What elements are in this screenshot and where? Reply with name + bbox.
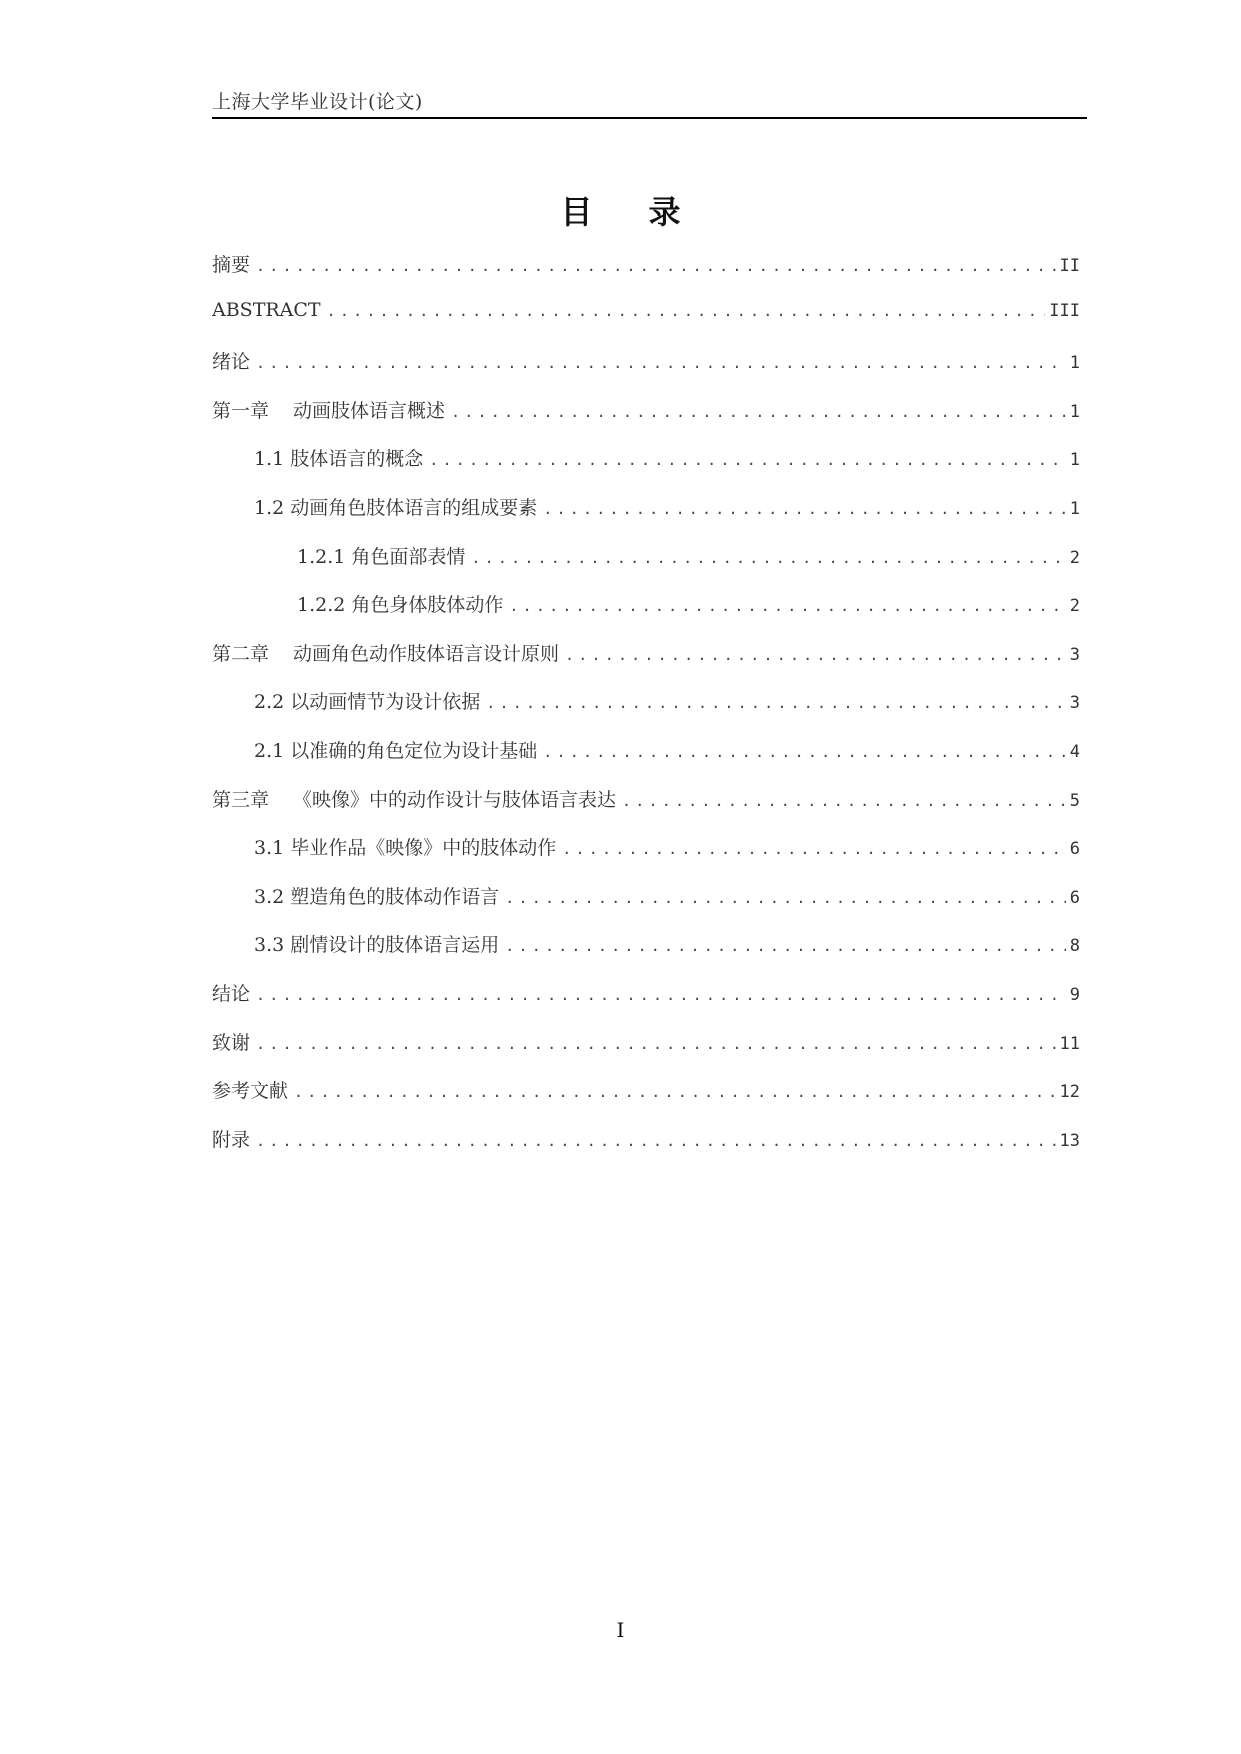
toc-entry-text: 1.2 动画角色肢体语言的组成要素 bbox=[254, 496, 538, 519]
toc-entry-page: 1 bbox=[1069, 401, 1080, 422]
toc-entry[interactable] bbox=[212, 444, 1080, 493]
toc-dot-leader bbox=[294, 1083, 1056, 1101]
toc-entry-label bbox=[212, 1125, 256, 1152]
toc-entry-label bbox=[212, 1028, 256, 1055]
toc-entry-text: 参考文献 bbox=[212, 1080, 289, 1103]
toc-chapter-number: 第一章 bbox=[212, 399, 270, 422]
toc-dot-leader bbox=[429, 451, 1065, 469]
toc-entry-page: 2 bbox=[1069, 547, 1080, 568]
toc-entry[interactable] bbox=[212, 542, 1080, 591]
toc-dot-leader bbox=[543, 743, 1065, 761]
toc-entry-label bbox=[297, 590, 509, 617]
toc-entry-text: 动画角色动作肢体语言设计原则 bbox=[293, 642, 560, 665]
toc-dot-leader bbox=[562, 840, 1065, 858]
toc-entry-page: 13 bbox=[1059, 1130, 1080, 1151]
toc-dot-leader bbox=[471, 549, 1065, 567]
toc-entry[interactable] bbox=[212, 1076, 1080, 1125]
toc-entry[interactable] bbox=[212, 396, 1080, 445]
toc-dot-leader bbox=[327, 302, 1046, 320]
running-header bbox=[212, 85, 1087, 119]
toc-entry[interactable] bbox=[212, 736, 1080, 785]
toc-entry-label bbox=[212, 250, 256, 277]
toc-entry-page: 3 bbox=[1069, 693, 1080, 714]
toc-entry-label bbox=[254, 930, 505, 957]
toc-entry[interactable] bbox=[212, 590, 1080, 639]
toc-entry[interactable] bbox=[212, 1028, 1080, 1077]
toc-entry-page: III bbox=[1049, 300, 1080, 321]
toc-entry-label bbox=[254, 444, 429, 471]
toc-dot-leader bbox=[543, 500, 1065, 518]
toc-dot-leader bbox=[256, 257, 1056, 275]
toc-dot-leader bbox=[509, 597, 1065, 615]
toc-entry[interactable] bbox=[212, 1125, 1080, 1174]
toc-entry-text: 3.2 塑造角色的肢体动作语言 bbox=[254, 885, 500, 908]
toc-dot-leader bbox=[505, 937, 1065, 955]
toc-dot-leader bbox=[565, 646, 1066, 664]
toc-entry-text: 附录 bbox=[212, 1128, 251, 1151]
toc-entry[interactable] bbox=[212, 347, 1080, 396]
toc-entry-label bbox=[254, 736, 543, 763]
toc-entry-page: 4 bbox=[1069, 741, 1080, 762]
toc-entry[interactable] bbox=[212, 250, 1080, 299]
toc-entry[interactable] bbox=[212, 493, 1080, 542]
toc-entry-text: 3.3 剧情设计的肢体语言运用 bbox=[254, 934, 500, 957]
toc-entry-text: 摘要 bbox=[212, 254, 251, 276]
toc-entry[interactable] bbox=[212, 299, 1080, 348]
toc-entry-label bbox=[212, 785, 622, 812]
toc-entry-page: 1 bbox=[1069, 498, 1080, 519]
toc-entry-label bbox=[254, 833, 562, 860]
toc-entry-text: 2.2 以动画情节为设计依据 bbox=[254, 691, 481, 714]
toc-title: 目录 bbox=[560, 193, 737, 231]
toc-entry-page: 8 bbox=[1069, 936, 1080, 957]
toc-entry-page: II bbox=[1059, 256, 1080, 276]
toc-entry-label bbox=[297, 542, 471, 569]
toc-entry-page: 9 bbox=[1069, 984, 1080, 1005]
toc-entry-page: 1 bbox=[1069, 450, 1080, 471]
toc-entry-label bbox=[212, 639, 565, 666]
toc-dot-leader bbox=[256, 1132, 1056, 1150]
toc-entry-label bbox=[212, 1076, 294, 1103]
toc-entry[interactable] bbox=[212, 833, 1080, 882]
toc-entry-text: 2.1 以准确的角色定位为设计基础 bbox=[254, 739, 538, 762]
toc-dot-leader bbox=[486, 694, 1065, 712]
toc-entry-text: 1.1 肢体语言的概念 bbox=[254, 448, 424, 471]
toc-entry-page: 2 bbox=[1069, 596, 1080, 617]
toc-entry-text: ABSTRACT bbox=[212, 298, 321, 321]
toc-entry-label bbox=[212, 299, 327, 321]
toc-entry-text: 结论 bbox=[212, 982, 251, 1005]
toc-entry-label bbox=[254, 493, 543, 520]
toc-entry-page: 11 bbox=[1059, 1033, 1080, 1054]
toc-entry[interactable] bbox=[212, 979, 1080, 1028]
toc-entry-text: 《映像》中的动作设计与肢体语言表达 bbox=[293, 788, 617, 811]
toc-entry-label bbox=[212, 396, 451, 423]
toc-entry-page: 6 bbox=[1069, 887, 1080, 908]
toc-chapter-number: 第二章 bbox=[212, 642, 270, 665]
toc-dot-leader bbox=[256, 354, 1066, 372]
toc-dot-leader bbox=[505, 889, 1065, 907]
toc-entry-text: 绪论 bbox=[212, 351, 251, 374]
toc-entry-page: 12 bbox=[1059, 1082, 1080, 1103]
running-header-text: 上海大学毕业设计(论文) bbox=[212, 91, 423, 113]
toc-dot-leader bbox=[256, 1035, 1056, 1053]
toc-entry[interactable] bbox=[212, 639, 1080, 688]
toc-entry-text: 1.2.2 角色身体肢体动作 bbox=[297, 594, 504, 617]
toc-entry-label bbox=[212, 979, 256, 1006]
toc-entry[interactable] bbox=[212, 785, 1080, 834]
toc-entry[interactable] bbox=[212, 687, 1080, 736]
toc-entry[interactable] bbox=[212, 882, 1080, 931]
toc-entry-page: 6 bbox=[1069, 839, 1080, 860]
toc-entry-text: 动画肢体语言概述 bbox=[293, 399, 446, 422]
toc-entry-text: 1.2.1 角色面部表情 bbox=[297, 545, 466, 568]
toc-entry[interactable] bbox=[212, 930, 1080, 979]
table-of-contents bbox=[212, 250, 1080, 1173]
toc-entry-label bbox=[212, 347, 256, 374]
toc-entry-label bbox=[254, 687, 486, 714]
page-number: I bbox=[616, 1618, 625, 1642]
toc-dot-leader bbox=[256, 986, 1066, 1004]
toc-dot-leader bbox=[451, 403, 1066, 421]
toc-dot-leader bbox=[622, 792, 1066, 810]
toc-entry-page: 1 bbox=[1069, 353, 1080, 374]
toc-entry-page: 3 bbox=[1069, 644, 1080, 665]
toc-entry-label bbox=[254, 882, 505, 909]
toc-entry-text: 致谢 bbox=[212, 1031, 251, 1054]
toc-entry-text: 3.1 毕业作品《映像》中的肢体动作 bbox=[254, 837, 557, 860]
toc-chapter-number: 第三章 bbox=[212, 788, 270, 811]
toc-entry-page: 5 bbox=[1069, 790, 1080, 811]
